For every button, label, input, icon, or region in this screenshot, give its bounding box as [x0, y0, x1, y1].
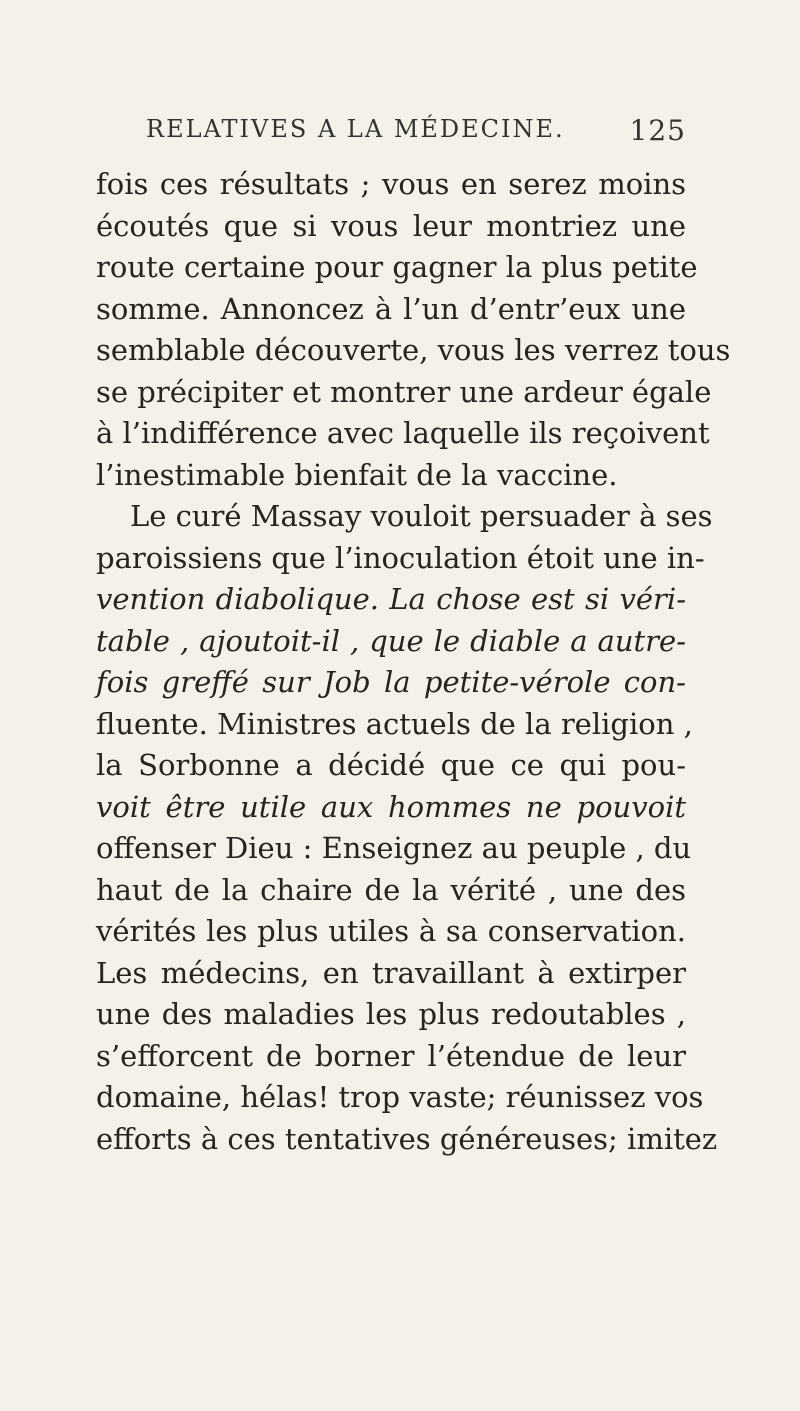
text-line: haut de la chaire de la vérité , une des	[96, 872, 686, 907]
text-line: domaine, hélas! trop vaste; réunissez vos	[96, 1080, 704, 1114]
text-line: une des maladies les plus redoutables ,	[96, 997, 686, 1031]
text-line: offenser Dieu : Enseignez au peuple , du	[96, 831, 692, 865]
text-line: s’efforcent de borner l’étendue de leur	[96, 1038, 686, 1073]
text-line: vérités les plus utiles à sa conservation.	[96, 914, 686, 948]
text-line: fois greffé sur Job la petite-vérole con-	[96, 665, 686, 699]
running-title: RELATIVES A LA MÉDECINE.	[146, 115, 565, 143]
text-line: somme. Annoncez à l’un d’entr’eux une	[96, 291, 686, 326]
text-line: fluente. Ministres actuels de la religion ,	[96, 706, 693, 741]
text-line: semblable découverte, vous les verrez tous	[96, 333, 731, 367]
text-line: table , ajoutoit-il , que le diable a autre-	[96, 623, 686, 658]
text-line: paroissiens que l’inoculation étoit une in-	[96, 540, 705, 575]
text-line: Les médecins, en travaillant à extirper	[96, 955, 686, 990]
text-line: se précipiter et montrer une ardeur égale	[96, 374, 712, 409]
text-line: la Sorbonne a décidé que ce qui pou-	[96, 748, 686, 782]
text-line: voit être utile aux hommes ne pouvoit	[96, 789, 686, 824]
text-line: route certaine pour gagner la plus petite	[96, 250, 698, 284]
text-line: à l’indifférence avec laquelle ils reçoivent	[96, 416, 710, 450]
text-line: l’inestimable bienfait de la vaccine.	[96, 457, 618, 492]
body-text	[96, 164, 731, 1160]
running-head	[146, 115, 686, 155]
page-number: 125	[629, 114, 686, 147]
text-line: Le curé Massay vouloit persuader à ses	[130, 499, 713, 533]
text-line: écoutés que si vous leur montriez une	[96, 208, 686, 243]
text-line: efforts à ces tentatives généreuses; imitez	[96, 1121, 718, 1156]
text-line: vention diabolique. La chose est si véri-	[96, 582, 686, 616]
text-line: fois ces résultats ; vous en serez moins	[96, 167, 686, 201]
